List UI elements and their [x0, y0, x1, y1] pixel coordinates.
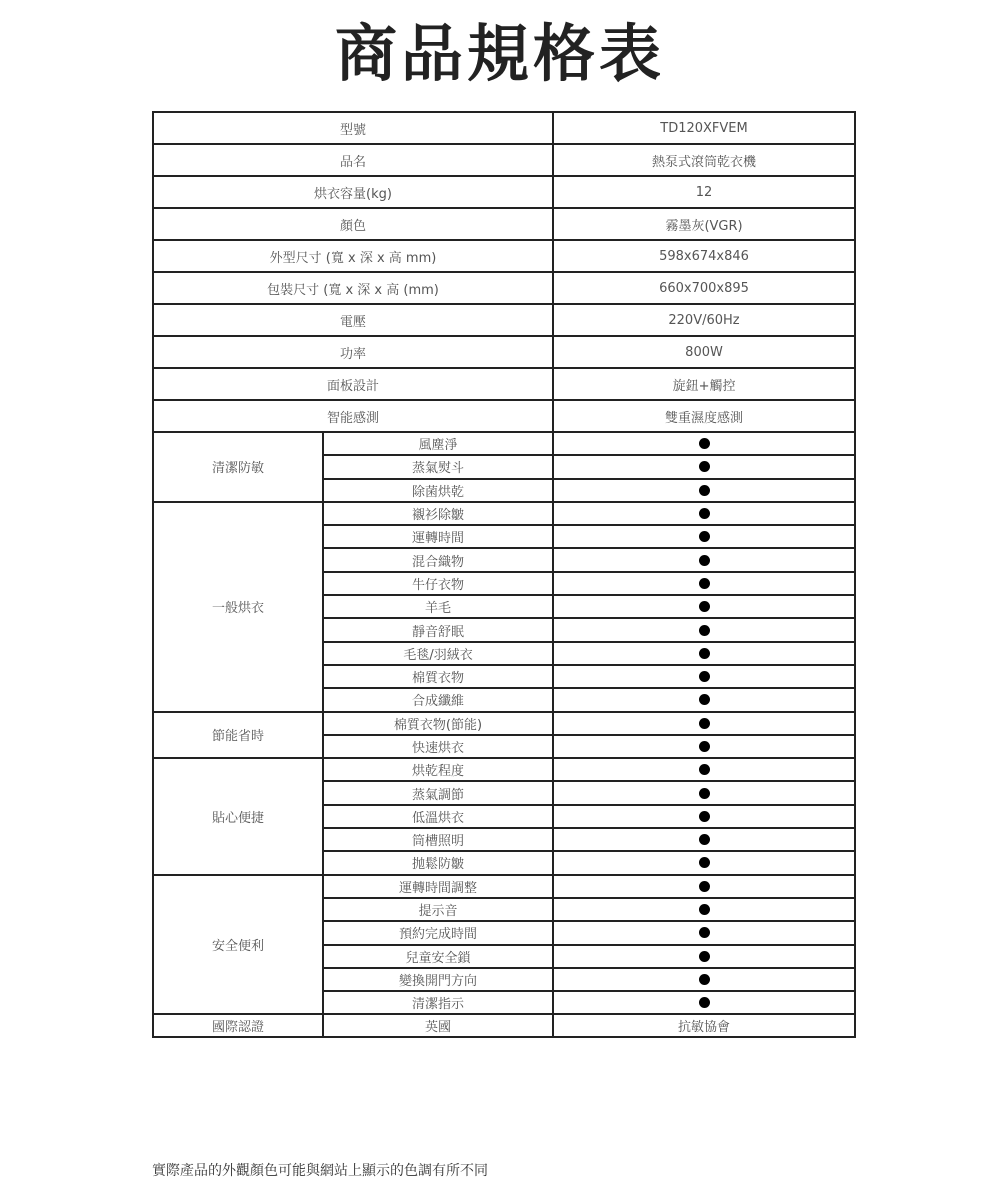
supported-dot-icon [699, 741, 710, 752]
feature-supported-cell [553, 455, 855, 478]
page-title: 商品規格表 [334, 17, 665, 90]
feature-supported-cell [553, 735, 855, 758]
spec-value: TD120XFVEM [553, 112, 855, 144]
supported-dot-icon [699, 927, 710, 938]
feature-supported-cell [553, 479, 855, 502]
spec-label: 智能感測 [153, 400, 553, 432]
feature-supported-cell [553, 502, 855, 525]
supported-dot-icon [699, 857, 710, 868]
spec-label: 品名 [153, 144, 553, 176]
feature-supported-cell [553, 432, 855, 455]
feature-name: 靜音舒眠 [323, 618, 553, 641]
feature-row [153, 758, 855, 781]
feature-supported-cell [553, 921, 855, 944]
feature-name: 除菌烘乾 [323, 479, 553, 502]
feature-row [153, 712, 855, 735]
feature-supported-cell [553, 805, 855, 828]
feature-name: 棉質衣物 [323, 665, 553, 688]
certification-value: 抗敏協會 [553, 1014, 855, 1037]
feature-name: 變換開門方向 [323, 968, 553, 991]
supported-dot-icon [699, 485, 710, 496]
spec-row [153, 144, 855, 176]
spec-value: 雙重濕度感測 [553, 400, 855, 432]
feature-row [153, 432, 855, 455]
supported-dot-icon [699, 625, 710, 636]
feature-name: 棉質衣物(節能) [323, 712, 553, 735]
spec-value: 220V/60Hz [553, 304, 855, 336]
feature-name: 運轉時間 [323, 525, 553, 548]
feature-name: 提示音 [323, 898, 553, 921]
group-label: 安全便利 [153, 875, 323, 1015]
supported-dot-icon [699, 951, 710, 962]
feature-supported-cell [553, 945, 855, 968]
spec-label: 面板設計 [153, 368, 553, 400]
feature-name: 羊毛 [323, 595, 553, 618]
supported-dot-icon [699, 764, 710, 775]
feature-name: 風塵淨 [323, 432, 553, 455]
certification-country: 英國 [323, 1014, 553, 1037]
supported-dot-icon [699, 438, 710, 449]
feature-supported-cell [553, 618, 855, 641]
supported-dot-icon [699, 508, 710, 519]
feature-name: 毛毯/羽絨衣 [323, 642, 553, 665]
feature-name: 清潔指示 [323, 991, 553, 1014]
feature-name: 運轉時間調整 [323, 875, 553, 898]
feature-supported-cell [553, 688, 855, 711]
feature-supported-cell [553, 828, 855, 851]
feature-supported-cell [553, 898, 855, 921]
feature-supported-cell [553, 991, 855, 1014]
spec-row [153, 336, 855, 368]
feature-supported-cell [553, 548, 855, 571]
spec-table [152, 111, 856, 1038]
supported-dot-icon [699, 461, 710, 472]
spec-label: 顏色 [153, 208, 553, 240]
feature-name: 合成纖維 [323, 688, 553, 711]
spec-value: 660x700x895 [553, 272, 855, 304]
spec-value: 霧墨灰(VGR) [553, 208, 855, 240]
feature-supported-cell [553, 968, 855, 991]
feature-name: 混合織物 [323, 548, 553, 571]
supported-dot-icon [699, 881, 710, 892]
supported-dot-icon [699, 788, 710, 799]
certification-label: 國際認證 [153, 1014, 323, 1037]
feature-supported-cell [553, 758, 855, 781]
spec-row [153, 304, 855, 336]
supported-dot-icon [699, 904, 710, 915]
supported-dot-icon [699, 811, 710, 822]
feature-row [153, 502, 855, 525]
supported-dot-icon [699, 601, 710, 612]
feature-supported-cell [553, 642, 855, 665]
spec-label: 包裝尺寸 (寬 x 深 x 高 (mm) [153, 272, 553, 304]
feature-supported-cell [553, 525, 855, 548]
feature-name: 低溫烘衣 [323, 805, 553, 828]
feature-name: 蒸氣調節 [323, 781, 553, 804]
spec-label: 外型尺寸 (寬 x 深 x 高 mm) [153, 240, 553, 272]
group-label: 貼心便捷 [153, 758, 323, 874]
supported-dot-icon [699, 718, 710, 729]
spec-row [153, 272, 855, 304]
spec-row [153, 240, 855, 272]
spec-row [153, 176, 855, 208]
spec-row [153, 400, 855, 432]
feature-supported-cell [553, 781, 855, 804]
feature-supported-cell [553, 665, 855, 688]
group-label: 節能省時 [153, 712, 323, 759]
certification-row [153, 1014, 855, 1037]
feature-name: 兒童安全鎖 [323, 945, 553, 968]
supported-dot-icon [699, 834, 710, 845]
spec-value: 800W [553, 336, 855, 368]
supported-dot-icon [699, 531, 710, 542]
feature-supported-cell [553, 595, 855, 618]
spec-value: 12 [553, 176, 855, 208]
feature-name: 預約完成時間 [323, 921, 553, 944]
supported-dot-icon [699, 555, 710, 566]
feature-name: 筒槽照明 [323, 828, 553, 851]
spec-value: 熱泵式滾筒乾衣機 [553, 144, 855, 176]
supported-dot-icon [699, 997, 710, 1008]
spec-value: 旋鈕+觸控 [553, 368, 855, 400]
spec-row [153, 112, 855, 144]
feature-name: 襯衫除皺 [323, 502, 553, 525]
supported-dot-icon [699, 578, 710, 589]
supported-dot-icon [699, 974, 710, 985]
feature-supported-cell [553, 875, 855, 898]
feature-name: 抛鬆防皺 [323, 851, 553, 874]
feature-name: 快速烘衣 [323, 735, 553, 758]
feature-name: 蒸氣熨斗 [323, 455, 553, 478]
supported-dot-icon [699, 648, 710, 659]
supported-dot-icon [699, 671, 710, 682]
feature-supported-cell [553, 851, 855, 874]
feature-name: 牛仔衣物 [323, 572, 553, 595]
spec-row [153, 368, 855, 400]
footnote: 實際產品的外觀顏色可能與網站上顯示的色調有所不同 [152, 1163, 488, 1179]
group-label: 一般烘衣 [153, 502, 323, 712]
spec-label: 型號 [153, 112, 553, 144]
feature-row [153, 875, 855, 898]
spec-value: 598x674x846 [553, 240, 855, 272]
group-label: 清潔防敏 [153, 432, 323, 502]
feature-supported-cell [553, 572, 855, 595]
feature-supported-cell [553, 712, 855, 735]
supported-dot-icon [699, 694, 710, 705]
feature-name: 烘乾程度 [323, 758, 553, 781]
spec-label: 烘衣容量(kg) [153, 176, 553, 208]
spec-row [153, 208, 855, 240]
spec-label: 功率 [153, 336, 553, 368]
spec-label: 電壓 [153, 304, 553, 336]
